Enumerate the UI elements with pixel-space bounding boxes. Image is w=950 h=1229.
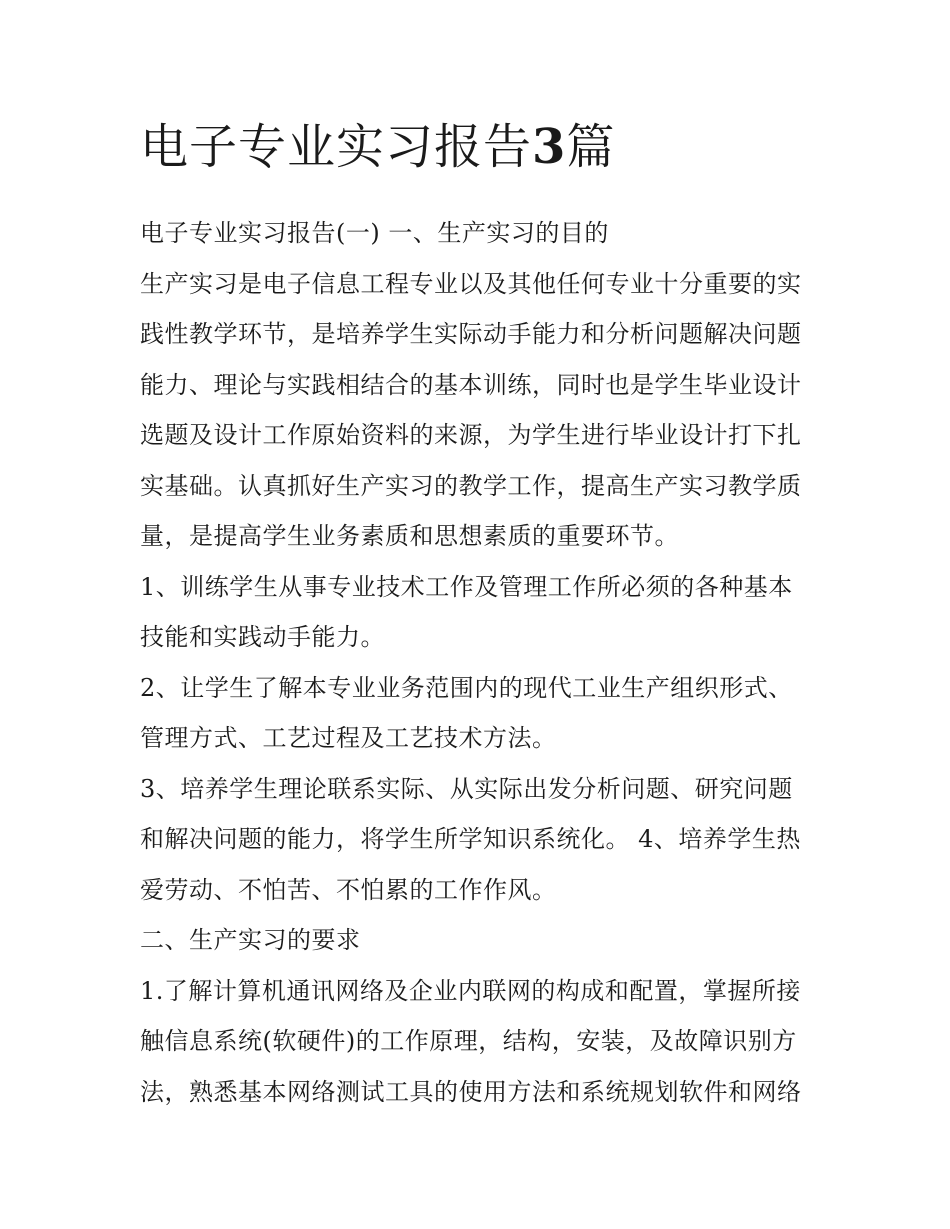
text-line: 法，熟悉基本网络测试工具的使用方法和系统规划软件和网络 xyxy=(140,1077,802,1106)
text-line: 触信息系统(软硬件)的工作原理，结构，安装，及故障识别方 xyxy=(140,1027,797,1055)
text-line: 践性教学环节，是培养学生实际动手能力和分析问题解决问题 xyxy=(140,320,802,348)
text-line: 技能和实践动手能力。 xyxy=(140,623,385,651)
text-line: 能力、理论与实践相结合的基本训练，同时也是学生毕业设计 xyxy=(140,370,802,399)
document-title xyxy=(140,112,820,182)
text-line: 选题及设计工作原始资料的来源，为学生进行毕业设计打下扎 xyxy=(140,421,802,449)
text-line: 管理方式、工艺过程及工艺技术方法。 xyxy=(140,724,557,752)
text-line: 二、生产实习的要求 xyxy=(140,926,361,954)
text-line: 实基础。认真抓好生产实习的教学工作，提高生产实习教学质 xyxy=(140,471,802,500)
text-line: 3、培养学生理论联系实际、从实际出发分析问题、研究问题 xyxy=(140,774,793,803)
text-line: 1、训练学生从事专业技术工作及管理工作所必须的各种基本 xyxy=(140,572,793,601)
text-line: 爱劳动、不怕苦、不怕累的工作作风。 xyxy=(140,875,557,904)
text-line: 2、让学生了解本专业业务范围内的现代工业生产组织形式、 xyxy=(140,673,793,702)
title-suffix: 篇 xyxy=(566,119,616,175)
title-number: 3 xyxy=(532,119,567,175)
text-line: 生产实习是电子信息工程专业以及其他任何专业十分重要的实 xyxy=(140,269,802,298)
title-main: 电子专业实习报告 xyxy=(140,119,533,175)
text-line: 和解决问题的能力，将学生所学知识系统化。 4、培养学生热 xyxy=(140,825,801,853)
text-line: 1.了解计算机通讯网络及企业内联网的构成和配置，掌握所接 xyxy=(140,976,801,1005)
text-line: 电子专业实习报告(一) 一、生产实习的目的 xyxy=(140,219,609,247)
text-line: 量，是提高学生业务素质和思想素质的重要环节。 xyxy=(140,522,679,550)
document-page xyxy=(140,112,820,1117)
